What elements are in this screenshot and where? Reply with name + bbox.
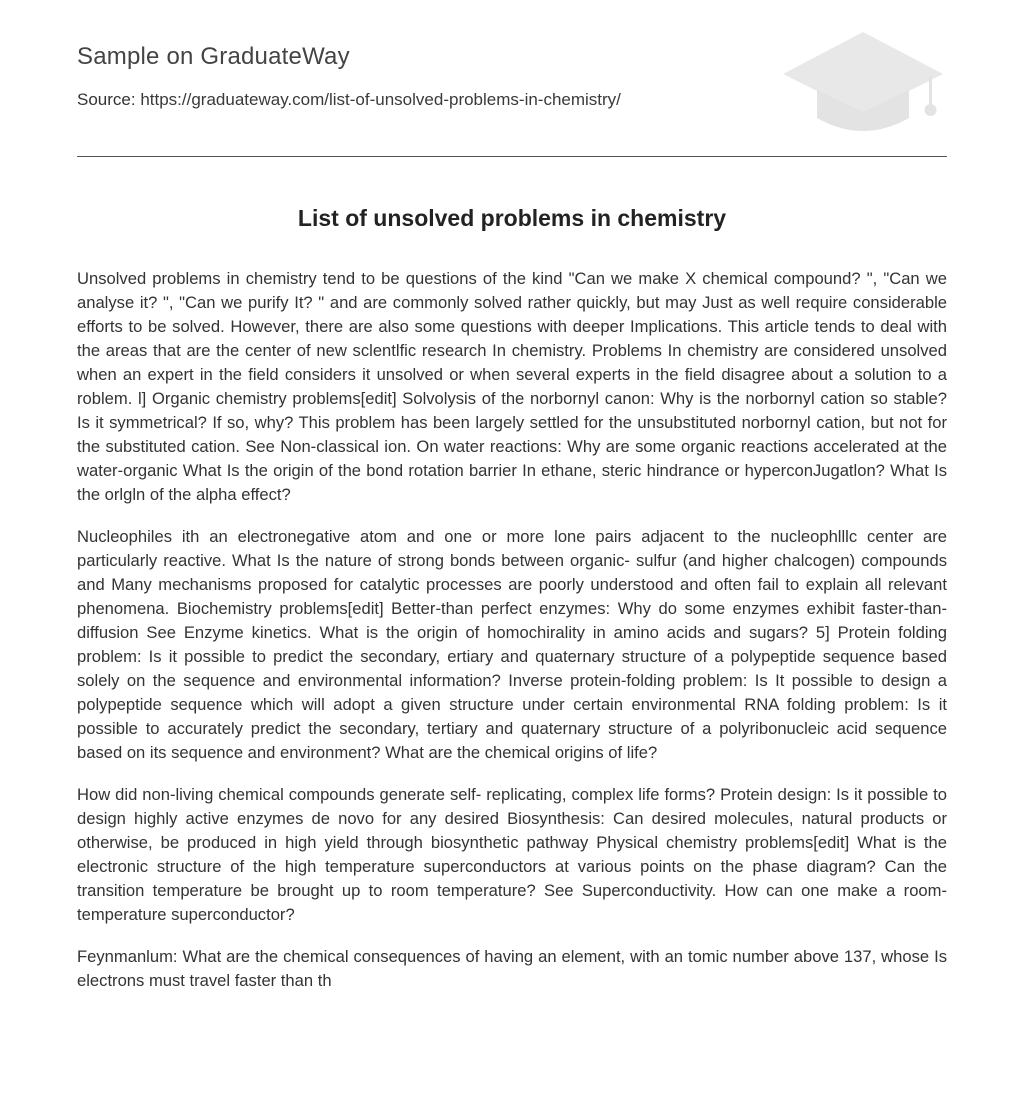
paragraph: Unsolved problems in chemistry tend to be questions of the kind "Can we make X chemical compound? ", "Can we analyse it? ", "Can we purify It? " and are commonly solved rather quickly, but may Just as well require considerable efforts to be solved. However, there are also some questions with deeper Implications. This article tends to deal with the areas that are the center of new sclentlfic research In chemistry. Problems In chemistry are considered unsolved when an expert in the field considers it unsolved or when several experts in the field disagree about a solution to a roblem. l] Organic chemistry problems[edit] Solvolysis of the norbornyl canon: Why is the norbornyl cation so stable? Is it symmetrical? If so, why? This problem has been largely settled for the unsubstituted norbornyl cation, but not for the substituted cation. See Non-classical ion. On water reactions: Why are some organic reactions accelerated at the water-organic What Is the origin of the bond rotation barrier In ethane, steric hindrance or hyperconJugatlon? What Is the orlgln of the alpha effect? [77, 269, 947, 504]
document-page [77, 0, 947, 990]
paragraph: Feynmanlum: What are the chemical consequences of having an element, with an tomic number above 137, whose Is electrons must travel faster than th [77, 947, 947, 990]
page-header [77, 0, 947, 157]
paragraph: Nucleophiles ith an electronegative atom and one or more lone pairs adjacent to the nucleophlllc center are particularly reactive. What Is the nature of strong bonds between organic- sulfur (and higher chalcogen) compounds and Many mechanisms proposed for catalytic processes are poorly understood and often fail to explain all relevant phenomena. Biochemistry problems[edit] Better-than perfect enzymes: Why do some enzymes exhibit faster-than-diffusion See Enzyme kinetics. What is the origin of homochirality in amino acids and sugars? 5] Protein folding problem: Is it possible to predict the secondary, ertiary and quaternary structure of a polypeptide sequence based solely on the sequence and environmental information? Inverse protein-folding problem: Is It possible to design a polypeptide sequence which will adopt a given structure under certain environmental RNA folding problem: Is it possible to accurately predict the secondary, tertiary and quaternary structure of a polyribonucleic acid sequence based on its sequence and environment? What are the chemical origins of life? [77, 527, 947, 762]
paragraph: How did non-living chemical compounds generate self- replicating, complex life forms? Protein design: Is it possible to design highly active enzymes de novo for any desired Biosynthesis: Can desired molecules, natural products or otherwise, be produced in high yield through biosynthetic pathway Physical chemistry problems[edit] What is the electronic structure of the high temperature superconductors at various points on the phase diagram? Can the transition temperature be brought up to room temperature? See Superconductivity. How can one make a room-temperature superconductor? [77, 785, 947, 924]
source-link[interactable]: https://graduateway.com/list-of-unsolved-problems-in-chemistry/ [140, 90, 621, 109]
source-label: Source: [77, 90, 136, 109]
source-line [77, 90, 621, 110]
document-title: List of unsolved problems in chemistry [297, 205, 727, 231]
article-body [77, 267, 947, 1011]
site-title: Sample on GraduateWay [77, 43, 350, 70]
graduation-cap-icon [779, 28, 947, 136]
